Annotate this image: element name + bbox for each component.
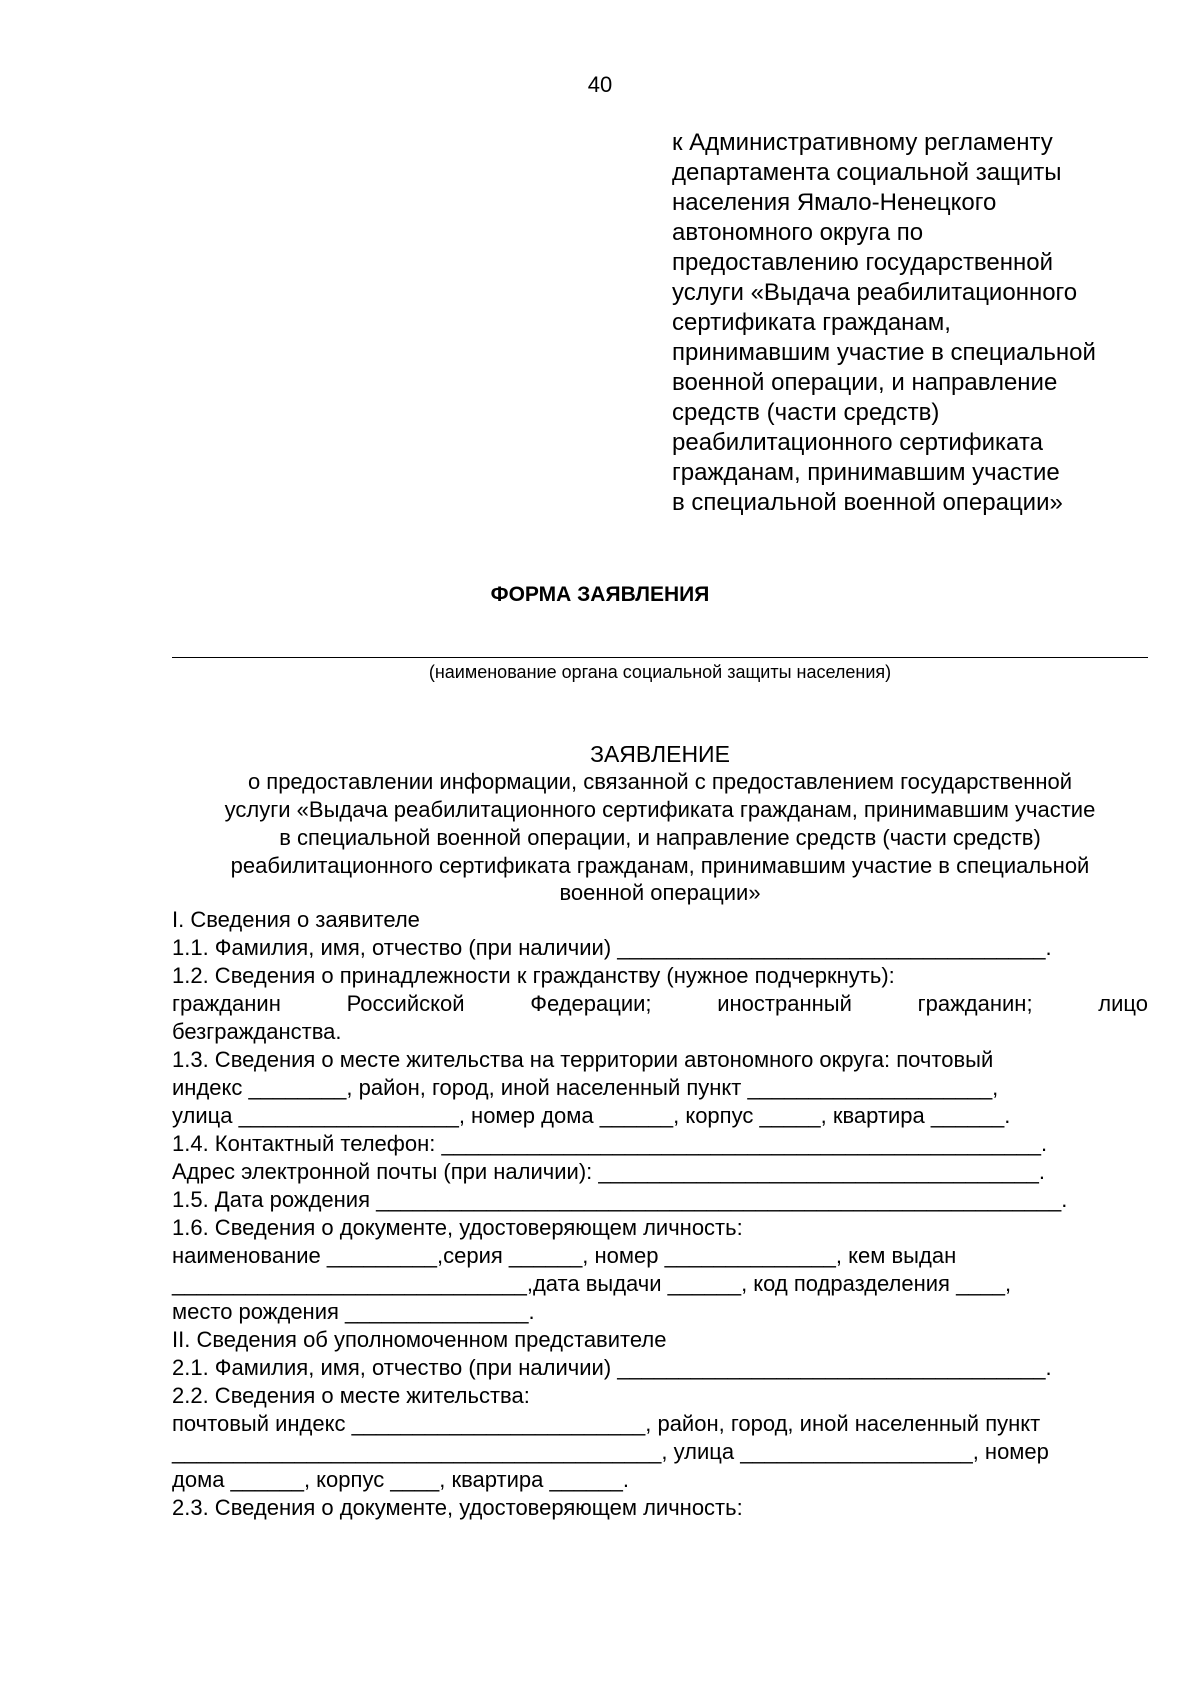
form-line: почтовый индекс ________________________, район, город, иной населенный пункт [172, 1411, 1041, 1436]
section-heading-applicant: I. Сведения о заявителе [172, 907, 420, 932]
form-line: ________________________________________, улица ___________________, номер [172, 1439, 1049, 1464]
appendix-line: реабилитационного сертификата [672, 429, 1043, 456]
form-line: 1.4. Контактный телефон: _________________________________________________. [172, 1131, 1048, 1156]
form-line: 2.3. Сведения о документе, удостоверяющем личность: [172, 1495, 743, 1520]
citizenship-options: гражданин Российской Федерации; иностранный гражданин; лицо [172, 991, 1148, 1016]
appendix-line: в специальной военной операции» [672, 489, 1063, 516]
form-line: 1.5. Дата рождения ________________________________________________________. [172, 1187, 1068, 1212]
application-subtitle-line: услуги «Выдача реабилитационного сертификата гражданам, принимавшим участие [224, 797, 1096, 822]
form-line: _____________________________,дата выдачи ______, код подразделения ____, [172, 1271, 1012, 1296]
form-line: 1.2. Сведения о принадлежности к гражданству (нужное подчеркнуть): [172, 963, 895, 988]
page-number: 40 [587, 72, 613, 97]
application-subtitle-line: реабилитационного сертификата гражданам, принимавшим участие в специальной [230, 853, 1090, 878]
appendix-line: принимавшим участие в специальной [672, 339, 1096, 366]
section-heading-representative: II. Сведения об уполномоченном представителе [172, 1327, 667, 1352]
form-line: наименование _________,серия ______, номер ______________, кем выдан [172, 1243, 957, 1268]
appendix-line: населения Ямало-Ненецкого [672, 189, 997, 216]
form-line: 1.6. Сведения о документе, удостоверяющем личность: [172, 1215, 743, 1240]
form-line: 1.1. Фамилия, имя, отчество (при наличии) ___________________________________. [172, 935, 1052, 960]
form-line: улица __________________, номер дома ______, корпус _____, квартира ______. [172, 1103, 1011, 1128]
application-heading: ЗАЯВЛЕНИЕ [590, 741, 730, 767]
form-line: место рождения _______________. [172, 1299, 535, 1324]
application-subtitle-line: о предоставлении информации, связанной с предоставлением государственной [247, 769, 1073, 794]
application-subtitle-line: в специальной военной операции, и направление средств (части средств) [279, 825, 1041, 850]
application-body [172, 906, 1148, 1522]
appendix-line: средств (части средств) [672, 399, 940, 426]
form-line: 2.1. Фамилия, имя, отчество (при наличии) ___________________________________. [172, 1355, 1052, 1380]
appendix-line: автономного округа по [672, 219, 924, 246]
form-line: дома ______, корпус ____, квартира ______. [172, 1467, 629, 1492]
form-line: 2.2. Сведения о месте жительства: [172, 1383, 530, 1408]
appendix-line: гражданам, принимавшим участие [672, 459, 1060, 486]
organization-caption: (наименование органа социальной защиты населения) [428, 662, 892, 682]
organization-name-line [172, 657, 1148, 658]
appendix-line: военной операции, и направление [672, 369, 1058, 396]
appendix-line: департамента социальной защиты [672, 159, 1062, 186]
appendix-line: услуги «Выдача реабилитационного [672, 279, 1078, 306]
appendix-line: предоставлению государственной [672, 249, 1054, 276]
appendix-line: к Административному регламенту [672, 129, 1053, 156]
form-line: 1.3. Сведения о месте жительства на территории автономного округа: почтовый [172, 1047, 994, 1072]
appendix-reference [672, 128, 1172, 518]
form-line: Адрес электронной почты (при наличии): ____________________________________. [172, 1159, 1045, 1184]
application-subtitle-line: военной операции» [559, 880, 761, 905]
form-line: безгражданства. [172, 1019, 342, 1044]
appendix-line: сертификата гражданам, [672, 309, 951, 336]
form-line: индекс ________, район, город, иной населенный пункт ____________________, [172, 1075, 999, 1100]
form-title: ФОРМА ЗАЯВЛЕНИЯ [490, 583, 710, 606]
